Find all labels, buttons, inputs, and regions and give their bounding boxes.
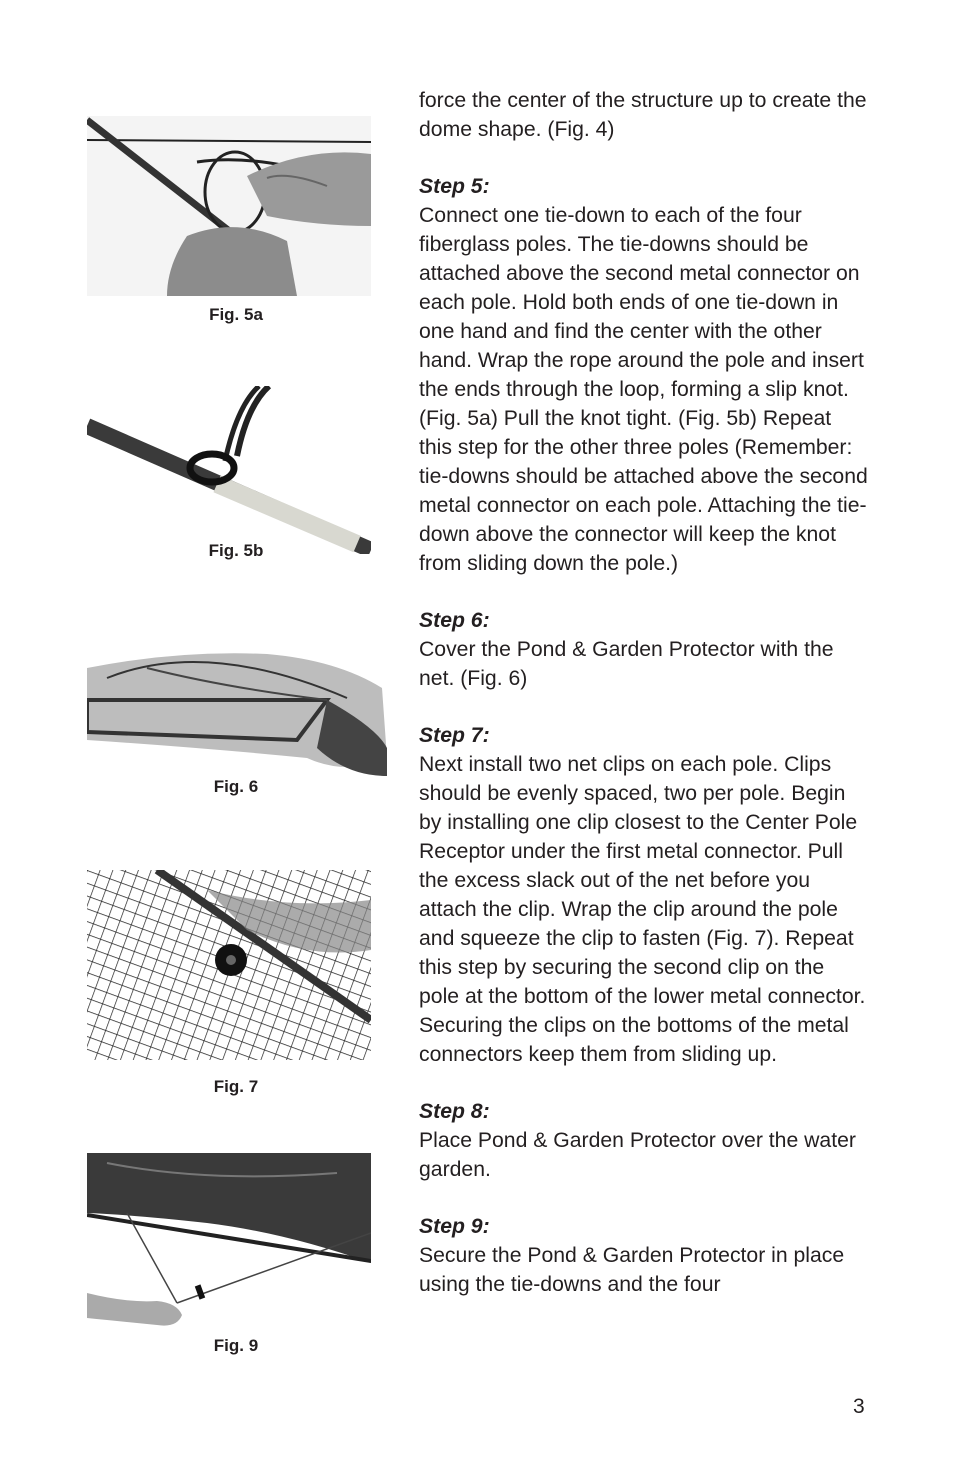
figure-5b	[87, 386, 371, 554]
intro-paragraph: force the center of the structure up to create the dome shape. (Fig. 4)	[419, 89, 867, 141]
step-9	[419, 1212, 869, 1299]
net-covered-frame-icon	[87, 648, 387, 778]
hands-tying-rope-icon	[87, 116, 371, 296]
figure-6	[87, 648, 371, 778]
figure-6-caption: Fig. 6	[213, 777, 259, 796]
step-9-heading: Step 9:	[419, 1215, 490, 1238]
step-9-body: Secure the Pond & Garden Protector in place using the tie-downs and the four	[419, 1244, 845, 1296]
step-7	[419, 721, 869, 1069]
page-number: 3	[853, 1395, 865, 1418]
step-6-heading: Step 6:	[419, 609, 490, 632]
figure-5a-caption: Fig. 5a	[209, 305, 263, 324]
step-6-body: Cover the Pond & Garden Protector with the net. (Fig. 6)	[419, 638, 834, 690]
step-8-body: Place Pond & Garden Protector over the water garden.	[419, 1129, 856, 1181]
step-5	[419, 172, 869, 578]
net-clip-on-pole-icon	[87, 870, 371, 1060]
step-6	[419, 606, 869, 693]
figure-5a	[87, 116, 371, 296]
step-8	[419, 1097, 869, 1184]
figure-5b-caption: Fig. 5b	[208, 541, 264, 560]
hand-staking-tie-down-icon	[87, 1153, 371, 1333]
figure-7-caption: Fig. 7	[213, 1077, 259, 1096]
step-5-heading: Step 5:	[419, 175, 490, 198]
step-5-body: Connect one tie-down to each of the four fiberglass poles. The tie-downs should be attached above the second metal connector on each pole. Hold both ends of one tie-down in one hand and find the center with the other hand. Wrap the rope around the pole and insert the ends through the loop, forming a slip knot. (Fig. 5a) Pull the knot tight. (Fig. 5b) Repeat this step for the other three poles (Remember: tie-downs should be attached above the second metal connector on each pole. Attaching the tie-down above the connector will keep the knot from sliding down the pole.)	[419, 204, 868, 575]
step-8-heading: Step 8:	[419, 1100, 490, 1123]
slip-knot-on-pole-icon	[87, 386, 371, 554]
step-7-body: Next install two net clips on each pole. Clips should be evenly spaced, two per pole. Begin by installing one clip closest to the Center Pole Receptor under the first metal connector. Pull the excess slack out of the net before you attach the clip. Wrap the clip around the pole and squeeze the clip to fasten (Fig. 7). Repeat this step by securing the second clip on the pole at the bottom of the lower metal connector. Securing the clips on the bottoms of the metal connectors keep them from sliding up.	[419, 753, 866, 1066]
instructions-text	[419, 86, 869, 1327]
figure-9-caption: Fig. 9	[213, 1336, 259, 1355]
figure-7	[87, 870, 371, 1060]
step-7-heading: Step 7:	[419, 724, 490, 747]
figure-9	[87, 1153, 371, 1333]
